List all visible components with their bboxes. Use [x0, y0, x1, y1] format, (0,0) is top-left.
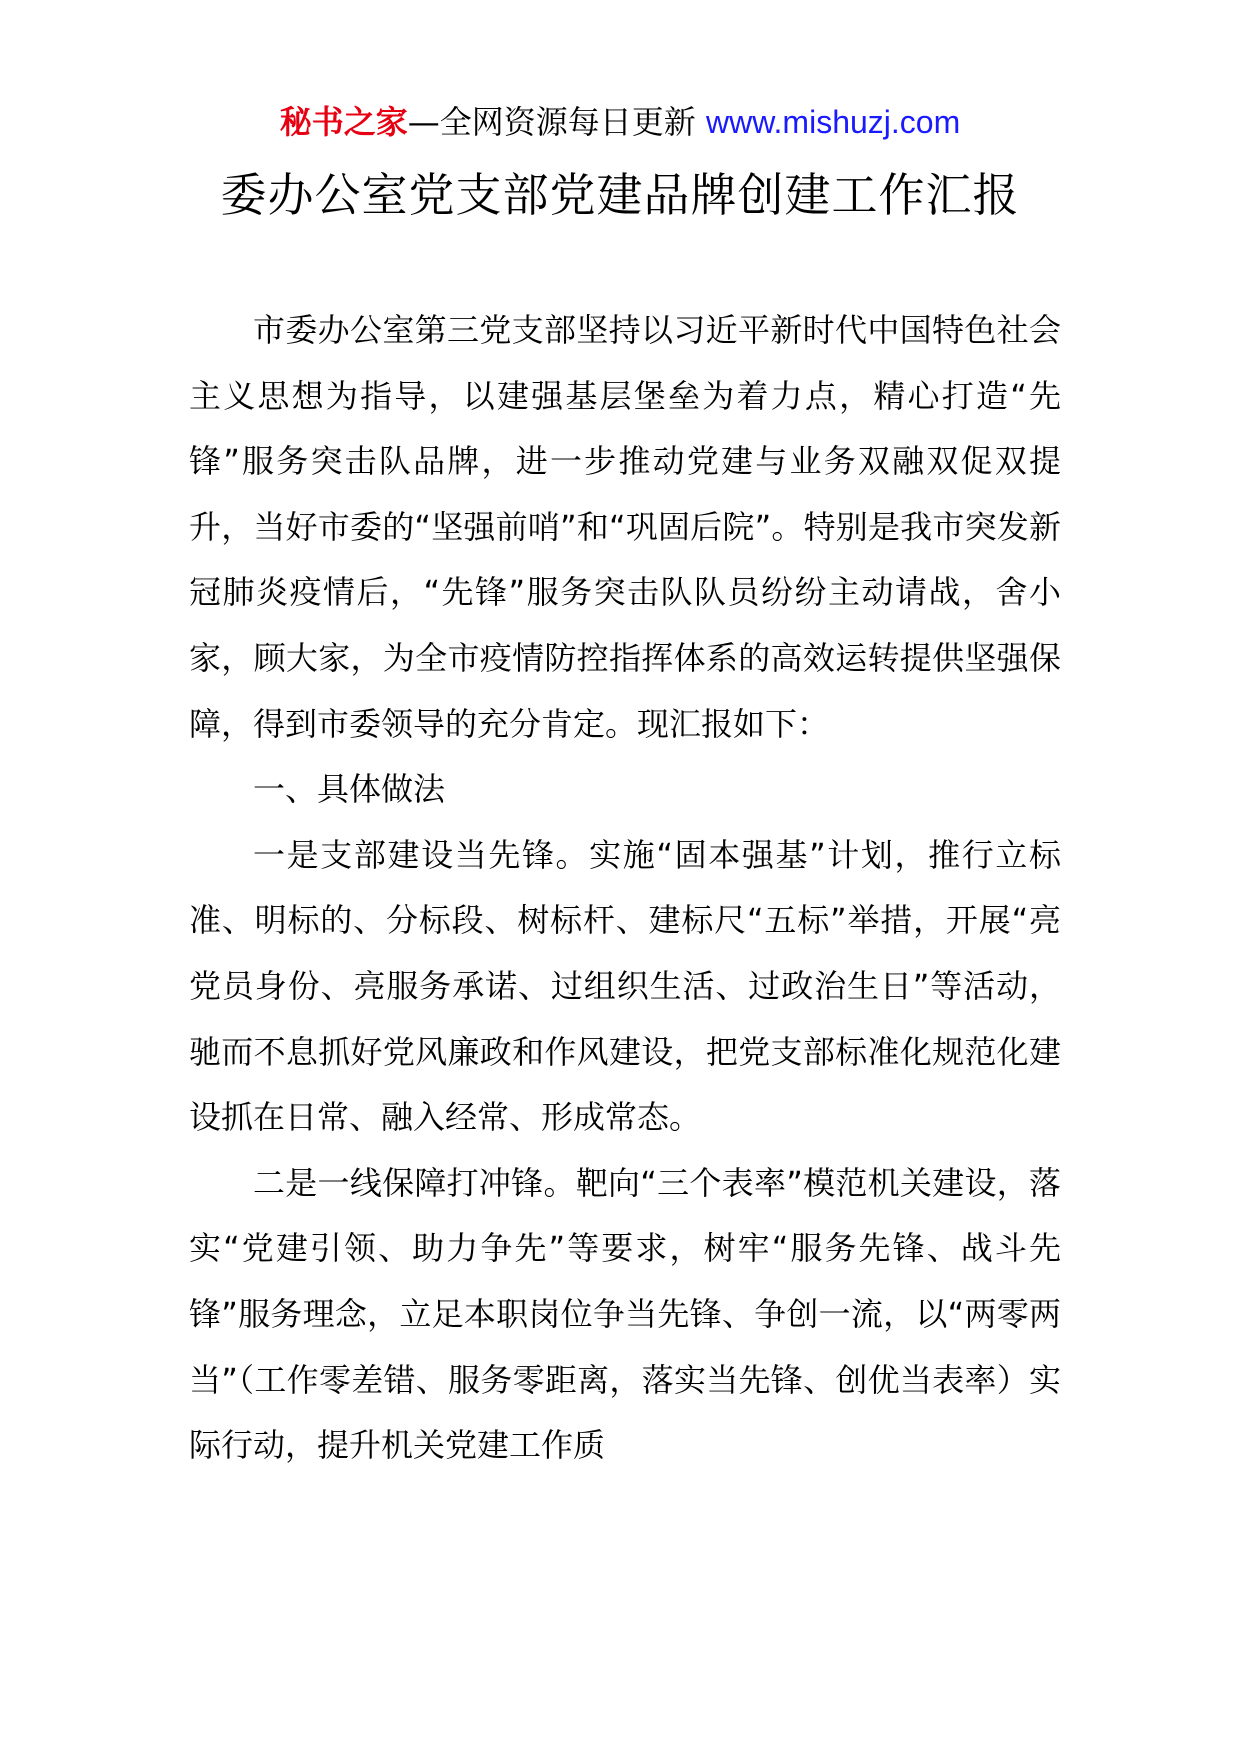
body-paragraph-2: 二是一线保障打冲锋。靶向“三个表率”模范机关建设，落实“党建引领、助力争先”等要求，树牢“服务先锋、战斗先锋”服务理念，立足本职岗位争当先锋、争创一流，以“两零两当”（工作零差错、服务零距离，落实当先锋、创优当表率）实际行动，提升机关党建工作质 [189, 1163, 1061, 1465]
document-body [189, 298, 1061, 1479]
site-url-link[interactable]: www.mishuzj.com [705, 104, 961, 140]
intro-paragraph: 市委办公室第三党支部坚持以习近平新时代中国特色社会主义思想为指导，以建强基层堡垒为着力点，精心打造“先锋”服务突击队品牌，进一步推动党建与业务双融双促双提升，当好市委的“坚强前哨”和“巩固后院”。特别是我市突发新冠肺炎疫情后，“先锋”服务突击队队员纷纷主动请战，舍小家，顾大家，为全市疫情防控指挥体系的高效运转提供坚强保障，得到市委领导的充分肯定。现汇报如下： [189, 311, 1061, 743]
section-heading: 一、具体做法 [253, 770, 446, 809]
header-tagline: —全网资源每日更新 [407, 103, 696, 141]
brand-name: 秘书之家 [279, 103, 408, 141]
document-title: 委办公室党支部党建品牌创建工作汇报 [220, 168, 1020, 222]
body-paragraph-1: 一是支部建设当先锋。实施“固本强基”计划，推行立标准、明标的、分标段、树标杆、建标尺“五标”举措，开展“亮党员身份、亮服务承诺、过组织生活、过政治生日”等活动，驰而不息抓好党风廉政和作风建设，把党支部标准化规范化建设抓在日常、融入经常、形成常态。 [189, 835, 1061, 1137]
site-header [0, 100, 1240, 144]
